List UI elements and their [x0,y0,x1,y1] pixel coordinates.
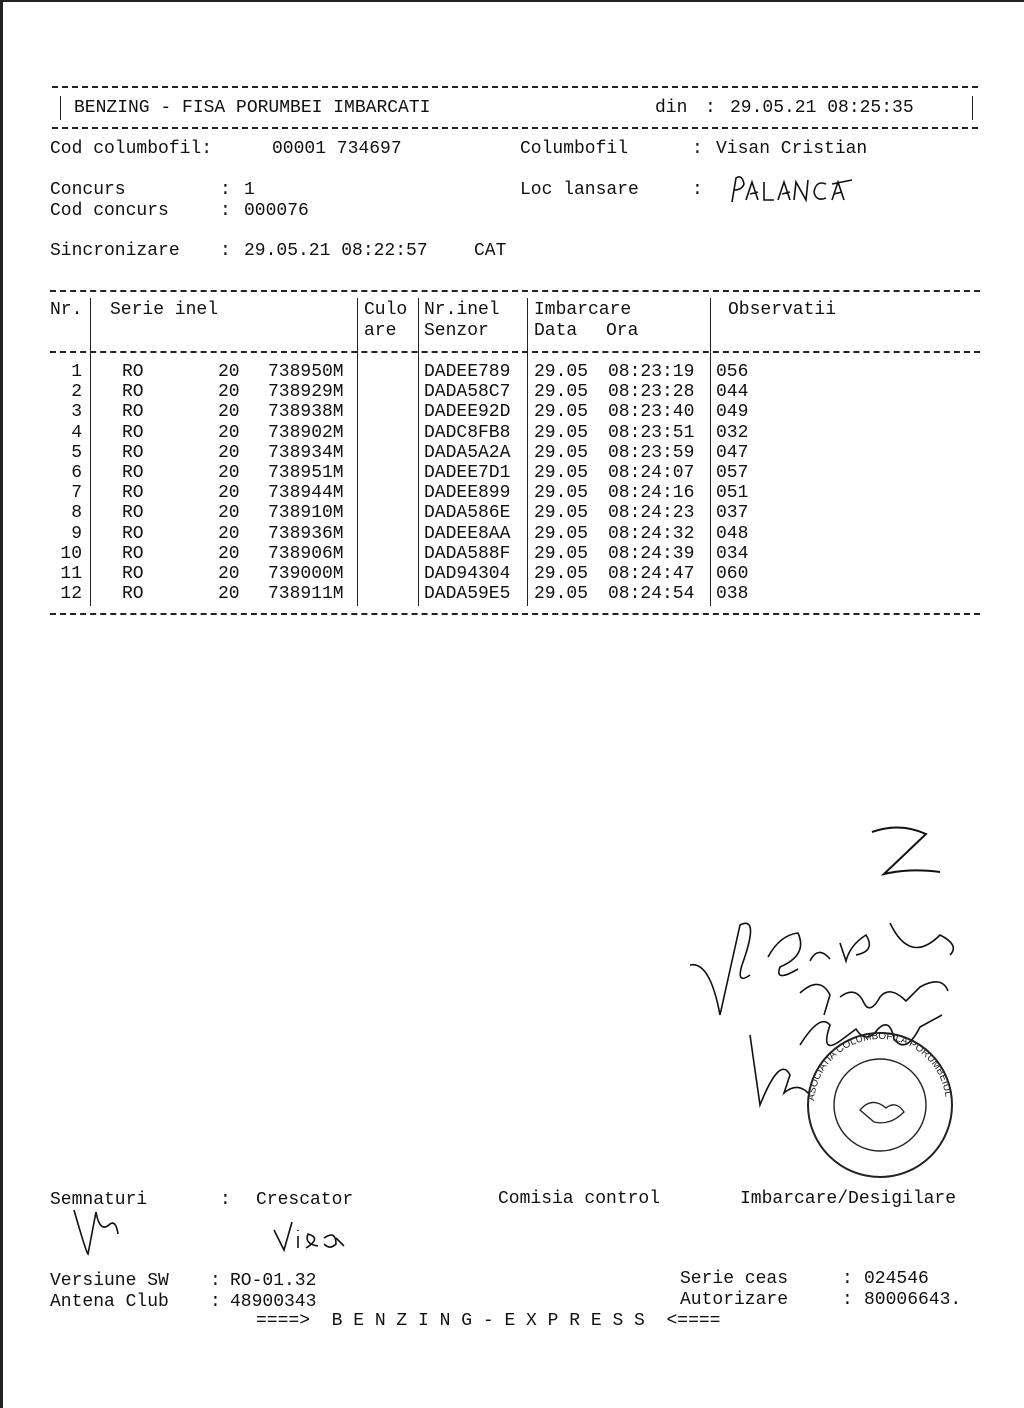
row-tara: RO [122,362,144,382]
antena-club-label: Antena Club [50,1292,169,1312]
row-senzor: DADEE899 [424,483,511,504]
row-inel: 738902M [268,422,344,443]
sincronizare-colon: : [220,241,231,261]
row-inel: 738906M [268,543,344,564]
row-nr: 11 [60,564,82,584]
row-inel: 738911M [268,584,344,605]
col-header-nr: Nr. [50,300,83,320]
date-label: din [655,98,688,118]
row-tara: RO [122,442,144,463]
scan-left-edge [0,0,3,1408]
loc-lansare-colon: : [692,180,703,200]
row-an: 20 [218,463,240,483]
row-inel: 738944M [268,483,344,504]
row-an: 20 [218,362,240,382]
autorizare-colon: : [842,1290,853,1310]
row-an: 20 [218,422,240,443]
row-tara: RO [122,564,144,584]
row-data: 29.05 [534,442,589,463]
row-data: 29.05 [534,503,589,524]
row-nr: 3 [71,402,82,423]
row-an: 20 [218,543,240,564]
row-an: 20 [218,442,240,463]
col-header-nr-inel-1: Nr.inel [424,300,500,320]
row-senzor: DAD94304 [424,564,511,584]
row-data: 29.05 [534,584,589,605]
row-an: 20 [218,584,240,605]
row-tara: RO [122,402,144,423]
date-value: 29.05.21 08:25:35 [730,98,914,118]
row-ora: 08:23:59 [608,442,695,463]
scan-top-edge [0,0,1024,2]
row-nr: 6 [71,463,82,483]
signatures-colon: : [220,1190,231,1210]
cod-concurs-colon: : [220,201,231,221]
col-header-culoare-2: are [364,321,397,341]
row-ora: 08:24:23 [608,503,695,524]
cod-columbofil-label: Cod columbofil: [50,139,213,159]
col-header-observatii: Observatii [728,300,837,320]
table-row [0,524,1024,544]
row-tara: RO [122,382,144,403]
row-obs: 060 [716,564,749,584]
row-data: 29.05 [534,523,589,544]
row-senzor: DADC8FB8 [424,422,511,443]
row-senzor: DADEE7D1 [424,463,511,483]
row-ora: 08:23:51 [608,422,695,443]
header-right-border [972,96,973,120]
col-header-culoare-1: Culo [364,300,408,320]
signatures-label: Semnaturi [50,1190,148,1210]
row-an: 20 [218,382,240,403]
row-inel: 738950M [268,362,344,382]
row-senzor: DADEE92D [424,402,511,423]
row-data: 29.05 [534,463,589,483]
row-nr: 12 [60,584,82,605]
row-inel: 738938M [268,402,344,423]
row-an: 20 [218,503,240,524]
row-obs: 047 [716,442,749,463]
table-row [0,402,1024,422]
table-row [0,483,1024,503]
concurs-value: 1 [244,180,255,200]
versiune-sw-colon: : [210,1271,221,1291]
row-data: 29.05 [534,362,589,382]
row-an: 20 [218,523,240,544]
row-senzor: DADA588F [424,543,511,564]
serie-ceas-label: Serie ceas [680,1269,789,1289]
row-nr: 7 [71,483,82,504]
row-inel: 738951M [268,463,344,483]
row-data: 29.05 [534,382,589,403]
sincronizare-label: Sincronizare [50,241,180,261]
row-obs: 051 [716,483,749,504]
cod-concurs-label: Cod concurs [50,201,169,221]
header-bottom-rule [52,127,978,129]
row-tara: RO [122,463,144,483]
table-row [0,362,1024,382]
antena-club-value: 48900343 [230,1292,317,1312]
concurs-colon: : [220,180,231,200]
row-tara: RO [122,543,144,564]
row-tara: RO [122,584,144,605]
row-obs: 038 [716,584,749,605]
row-an: 20 [218,564,240,584]
signature-crescator-label: Crescator [256,1190,354,1210]
serie-ceas-value: 024546 [864,1269,929,1289]
row-ora: 08:24:16 [608,483,695,504]
row-data: 29.05 [534,422,589,443]
row-tara: RO [122,523,144,544]
crescator-signature [270,1216,350,1256]
col-header-data: Data [534,321,578,341]
row-nr: 4 [71,422,82,443]
row-tara: RO [122,422,144,443]
versiune-sw-value: RO-01.32 [230,1271,317,1291]
row-data: 29.05 [534,483,589,504]
row-senzor: DADA59E5 [424,584,511,605]
row-ora: 08:23:19 [608,362,695,382]
row-inel: 738910M [268,503,344,524]
row-nr: 1 [71,362,82,382]
semnaturi-handwritten-mark [66,1204,136,1256]
columbofil-colon: : [692,139,703,159]
cod-concurs-value: 000076 [244,201,309,221]
row-an: 20 [218,483,240,504]
row-ora: 08:23:40 [608,402,695,423]
columbofil-label: Columbofil [520,139,629,159]
signature-imbarcare-label: Imbarcare/Desigilare [740,1189,957,1209]
row-obs: 032 [716,422,749,443]
row-data: 29.05 [534,543,589,564]
row-obs: 048 [716,523,749,544]
row-inel: 738936M [268,523,344,544]
row-obs: 056 [716,362,749,382]
row-obs: 044 [716,382,749,403]
row-ora: 08:24:07 [608,463,695,483]
loc-lansare-handwritten [728,172,858,208]
row-ora: 08:24:32 [608,523,695,544]
table-row [0,443,1024,463]
table-bottom-rule [50,613,980,615]
row-an: 20 [218,402,240,423]
svg-text:ASOCIATIA COLUMBOFILA PORUMBEI: ASOCIATIA COLUMBOFILA PORUMBEIUL [806,1030,954,1102]
document-title: BENZING - FISA PORUMBEI IMBARCATI [74,98,431,118]
row-senzor: DADA586E [424,503,511,524]
header-left-border [60,96,61,120]
autorizare-value: 80006643. [864,1290,962,1310]
row-nr: 2 [71,382,82,403]
signature-comisia-label: Comisia control [498,1189,661,1209]
col-header-serie-inel: Serie inel [110,300,219,320]
date-colon: : [705,98,716,118]
row-ora: 08:24:39 [608,543,695,564]
row-inel: 738929M [268,382,344,403]
row-senzor: DADEE789 [424,362,511,382]
row-obs: 034 [716,543,749,564]
association-stamp [800,1030,960,1180]
serie-ceas-colon: : [842,1269,853,1289]
col-header-ora: Ora [606,321,639,341]
row-nr: 5 [71,442,82,463]
row-tara: RO [122,483,144,504]
row-senzor: DADA5A2A [424,442,511,463]
row-inel: 738934M [268,442,344,463]
versiune-sw-label: Versiune SW [50,1271,169,1291]
col-header-imbarcare: Imbarcare [534,300,632,320]
columbofil-value: Visan Cristian [716,139,868,159]
table-row [0,382,1024,402]
row-obs: 037 [716,503,749,524]
table-row [0,503,1024,523]
row-senzor: DADA58C7 [424,382,511,403]
row-nr: 9 [71,523,82,544]
sincronizare-value: 29.05.21 08:22:57 [244,241,428,261]
row-ora: 08:24:47 [608,564,695,584]
row-senzor: DADEE8AA [424,523,511,544]
table-row [0,463,1024,483]
row-nr: 10 [60,543,82,564]
concurs-label: Concurs [50,180,126,200]
sincronizare-timezone: CAT [474,241,507,261]
benzing-express-banner: ====> B E N Z I N G - E X P R E S S <==== [256,1311,721,1331]
cod-columbofil-value: 00001 734697 [272,139,402,159]
signature-mark-z [860,822,950,882]
row-data: 29.05 [534,402,589,423]
row-inel: 739000M [268,564,344,584]
row-tara: RO [122,503,144,524]
loc-lansare-label: Loc lansare [520,180,639,200]
table-row [0,423,1024,443]
row-data: 29.05 [534,564,589,584]
antena-club-colon: : [210,1292,221,1312]
row-ora: 08:23:28 [608,382,695,403]
table-top-rule [50,290,980,292]
header-top-rule [52,86,978,88]
table-row [0,564,1024,584]
col-header-nr-inel-2: Senzor [424,321,489,341]
row-nr: 8 [71,503,82,524]
table-row [0,584,1024,604]
row-obs: 049 [716,402,749,423]
table-header-rule [50,351,980,353]
autorizare-label: Autorizare [680,1290,789,1310]
row-ora: 08:24:54 [608,584,695,605]
table-row [0,544,1024,564]
row-obs: 057 [716,463,749,483]
